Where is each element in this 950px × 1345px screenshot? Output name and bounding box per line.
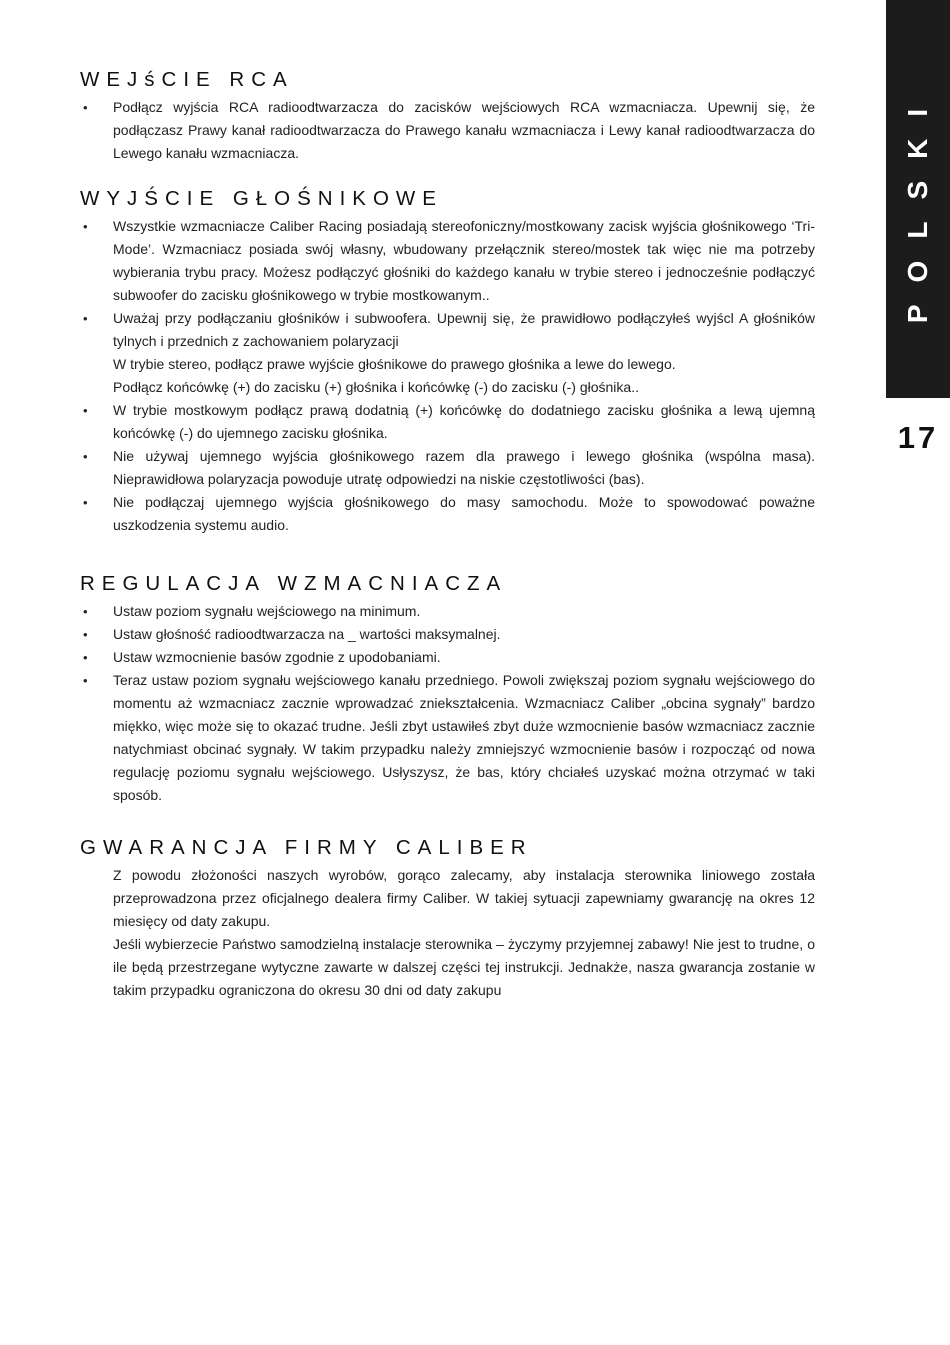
section-title: WYJŚCIE GŁOŚNIKOWE [80,187,443,210]
bullet-list [80,96,815,165]
list-item: • W trybie mostkowym podłącz prawą dodatnią (+) końcówkę do dodatniego zacisku głośnika a lewą ujemną końcówkę (-) do ujemnego zacisku głośnika. [80,399,815,445]
section-rca-input [80,66,815,165]
list-item: • Nie używaj ujemnego wyjścia głośnikowego razem dla prawego i lewego głośnika (wspólna masa). Nieprawidłowa polaryzacja powoduje utratę odpowiedzi na niskie częstotliwości (bas). [80,445,815,491]
list-item: • Nie podłączaj ujemnego wyjścia głośnikowego do masy samochodu. Może to spowodować poważne uszkodzenia systemu audio. [80,491,815,537]
list-item: • Uważaj przy podłączaniu głośników i subwoofera. Upewnij się, że prawidłowo podłączyłeś wyjścl A głośników tylnych i przednich z zachowaniem polaryzacji [80,307,815,353]
bullet-list [80,399,815,537]
section-title: GWARANCJA FIRMY CALIBER [80,836,533,859]
language-side-tab [886,0,950,398]
list-item: • Ustaw głośność radioodtwarzacza na _ wartości maksymalnej. [80,623,815,646]
list-item: • Ustaw poziom sygnału wejściowego na minimum. [80,600,815,623]
document-body [80,66,815,1002]
section-title: REGULACJA WZMACNIACZA [80,572,508,595]
paragraph: Jeśli wybierzecie Państwo samodzielną instalacje sterownika – życzymy przyjemnej zabawy! Nie jest to trudne, o ile będą przestrzegane wytyczne zawarte w dalszej części tej instrukcji. Jednakże, nasza gwarancja zostanie w takim przypadku ograniczona do okresu 30 dni od daty zakupu [113,936,815,998]
continuation-line: Podłącz końcówkę (+) do zacisku (+) głośnika i końcówkę (-) do zacisku (-) głośnika.. [113,379,639,395]
bullet-list [80,600,815,807]
section-title: WEJśCIE RCA [80,68,294,91]
list-item: • Ustaw wzmocnienie basów zgodnie z upodobaniami. [80,646,815,669]
list-item: • Podłącz wyjścia RCA radioodtwarzacza do zacisków wejściowych RCA wzmacniacza. Upewnij się, że podłączasz Prawy kanał radioodtwarzacza do Prawego kanału wzmacniacza i Lewy kanał radioodtwarzacza do Lewego kanału wzmacniacza. [80,96,815,165]
paragraph: Z powodu złożoności naszych wyrobów, gorąco zalecamy, aby instalacja sterownika liniowego została przeprowadzona przez oficjalnego dealera firmy Caliber. W takiej sytuacji zapewniamy gwarancję na okres 12 miesięcy od daty zakupu. [113,867,815,929]
continuation-line: W trybie stereo, podłącz prawe wyjście głośnikowe do prawego głośnika a lewe do lewego. [113,356,676,372]
section-speaker-output [80,185,815,537]
list-item: • Teraz ustaw poziom sygnału wejściowego kanału przedniego. Powoli zwiększaj poziom sygnału wejściowego do momentu aż wzmacniacz zacznie wprowadzać zniekształcenia. Wzmacniacz Caliber „obcina sygnały” bardzo miękko, więc może się to okazać trudne. Jeśli zbyt ustawiłeś zbyt duże wzmocnienie basów wzmacniacz zacznie natychmiast obcinać sygnały. W takim przypadku należy zmniejszyć wzmocnienie basów i rozpocząć od nowa regulację poziomu sygnału wejściowego. Usłyszysz, że bas, który chciałeś uzyskać można otrzymać w taki sposób. [80,669,815,807]
bullet-list [80,215,815,353]
section-warranty [80,834,815,1002]
section-amplifier-adjustment [80,570,815,807]
language-label: POLSKI [902,86,933,324]
page-number: 17 [897,420,939,455]
list-item: • Wszystkie wzmacniacze Caliber Racing posiadają stereofoniczny/mostkowany zacisk wyjścia głośnikowego ‘Tri-Mode’. Wzmacniacz posiada swój własny, wbudowany przełącznik stereo/mostek tak więc nie ma potrzeby wybierania trybu pracy. Możesz podłączyć głośniki do każdego kanału w trybie stereo i jednocześnie podłączyć subwoofer do zacisku głośnikowego w trybie mostkowanym.. [80,215,815,307]
